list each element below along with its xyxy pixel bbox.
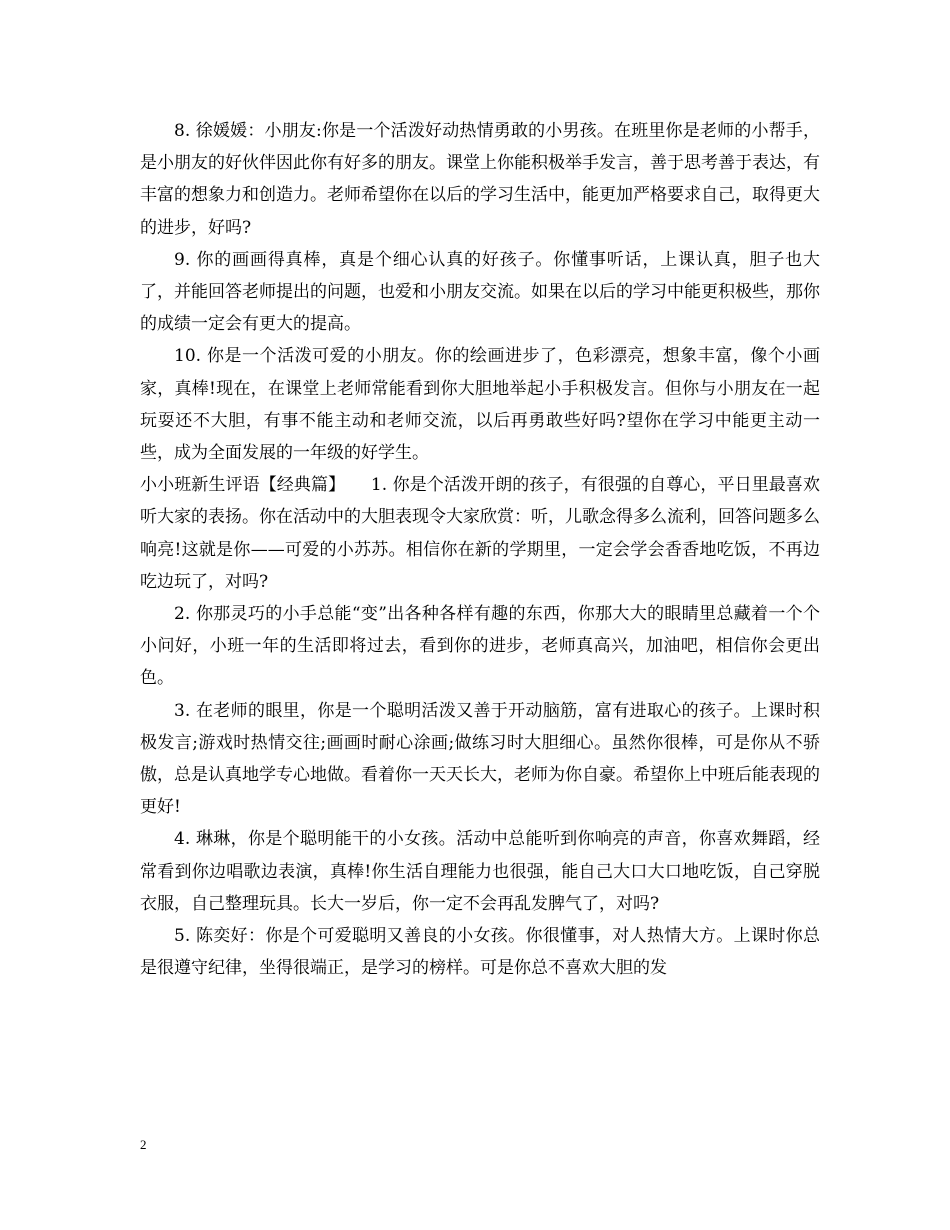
paragraph-4: 4. 琳琳，你是个聪明能干的小女孩。活动中总能听到你响亮的声音，你喜欢舞蹈，经常看到你边唱歌边表演，真棒!你生活自理能力也很强，能自己大口大口地吃饭，自己穿脱衣服，自己整理玩具。长大一岁后，你一定不会再乱发脾气了，对吗? [140, 829, 820, 914]
paragraph-8: 8. 徐媛媛：小朋友:你是一个活泼好动热情勇敢的小男孩。在班里你是老师的小帮手，是小朋友的好伙伴因此你有好多的朋友。课堂上你能积极举手发言，善于思考善于表达，有丰富的想象力和创造力。老师希望你在以后的学习生活中，能更加严格要求自己，取得更大的进步，好吗? [140, 121, 820, 238]
paragraph-9: 9. 你的画画得真棒，真是个细心认真的好孩子。你懂事听话，上课认真，胆子也大了，并能回答老师提出的问题，也爱和小朋友交流。如果在以后的学习中能更积极些，那你的成绩一定会有更大的提高。 [140, 249, 820, 335]
paragraph-2: 2. 你那灵巧的小手总能“变”出各种各样有趣的东西，你那大大的眼睛里总藏着一个个小问好，小班一年的生活即将过去，看到你的进步，老师真高兴，加油吧，相信你会更出色。 [140, 604, 820, 689]
document-body [140, 115, 820, 984]
paragraph-10: 10. 你是一个活泼可爱的小朋友。你的绘画进步了，色彩漂亮，想象丰富，像个小画家，真棒!现在，在课堂上老师常能看到你大胆地举起小手积极发言。但你与小朋友在一起玩耍还不大胆，有事不能主动和老师交流，以后再勇敢些好吗?望你在学习中能更主动一些，成为全面发展的一年级的好学生。 [140, 346, 820, 464]
page-number: 2 [140, 1137, 147, 1152]
section-heading-paragraph: 小小班新生评语【经典篇】 1. 你是个活泼开朗的孩子，有很强的自尊心，平日里最喜欢听大家的表扬。你在活动中的大胆表现令大家欣赏：听，儿歌念得多么流利，回答问题多么响亮!这就是你——可爱的小苏苏。相信你在新的学期里，一定会学会香香地吃饭，不再边吃边玩了，对吗? [140, 475, 820, 592]
paragraph-5: 5. 陈奕好：你是个可爱聪明又善良的小女孩。你很懂事，对人热情大方。上课时你总是很遵守纪律，坐得很端正，是学习的榜样。可是你总不喜欢大胆的发 [140, 926, 820, 979]
paragraph-3: 3. 在老师的眼里，你是一个聪明活泼又善于开动脑筋，富有进取心的孩子。上课时积极发言;游戏时热情交往;画画时耐心涂画;做练习时大胆细心。虽然你很棒，可是你从不骄傲，总是认真地学专心地做。看着你一天天长大，老师为你自豪。希望你上中班后能表现的更好! [140, 700, 820, 818]
